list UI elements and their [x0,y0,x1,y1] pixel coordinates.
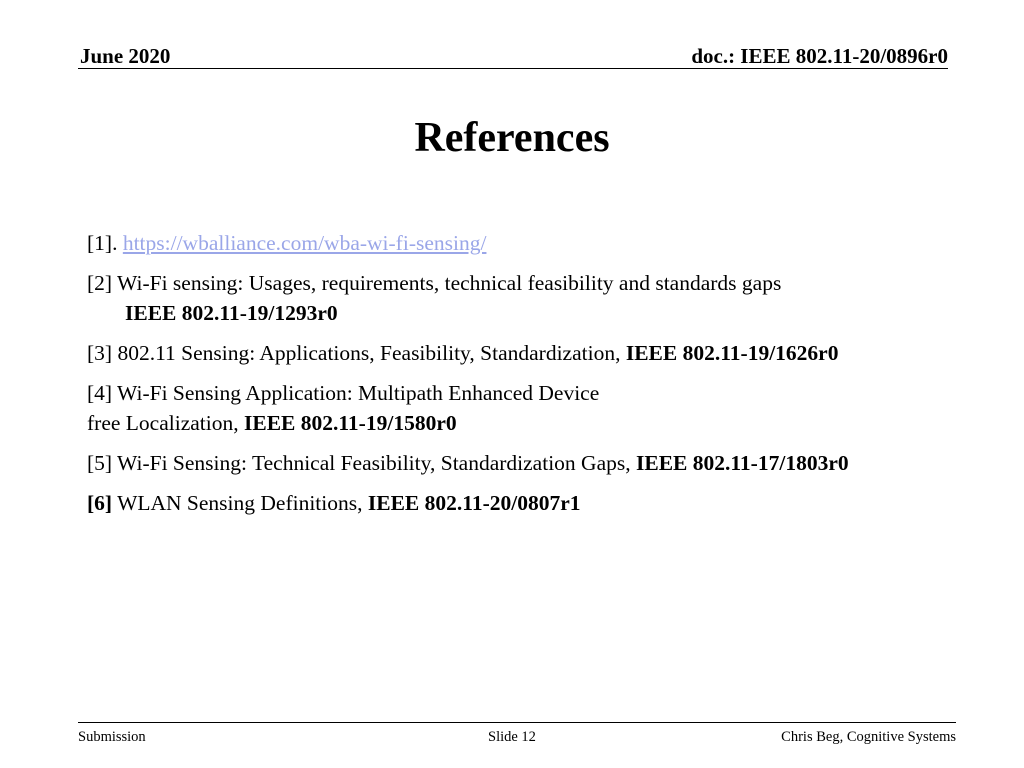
reference-2-text: [2] Wi-Fi sensing: Usages, requirements, technical feasibility and standards gaps [87,271,782,295]
reference-5 [87,448,937,478]
reference-2-doc: IEEE 802.11-19/1293r0 [125,301,338,325]
reference-1-link[interactable]: https://wballiance.com/wba-wi-fi-sensing/ [122,231,487,255]
reference-5-text: [5] Wi-Fi Sensing: Technical Feasibility, Standardization Gaps, [87,451,636,475]
slide-header [78,42,948,69]
reference-4-line1: [4] Wi-Fi Sensing Application: Multipath Enhanced Device [87,381,600,405]
slide-title: References [414,115,610,161]
reference-3-doc: IEEE 802.11-19/1626r0 [625,341,839,365]
reference-4 [87,378,937,438]
footer-submission: Submission [78,729,146,745]
reference-1-number: [1]. [87,231,123,255]
header-date: June 2020 [80,44,171,68]
reference-4-line2: free Localization, [87,411,244,435]
reference-3 [87,338,937,368]
reference-6-number: [6] [87,491,113,515]
slide-footer [78,722,956,751]
reference-list [87,228,937,528]
reference-3-text: [3] 802.11 Sensing: Applications, Feasibility, Standardization, [87,341,626,365]
reference-5-doc: IEEE 802.11-17/1803r0 [635,451,849,475]
footer-author: Chris Beg, Cognitive Systems [781,729,956,745]
header-doc-id: doc.: IEEE 802.11-20/0896r0 [691,44,948,68]
reference-6-text: WLAN Sensing Definitions, [112,491,368,515]
reference-6 [87,488,937,518]
reference-2 [87,268,937,328]
footer-slide-number: Slide 12 [488,729,536,745]
reference-6-doc: IEEE 802.11-20/0807r1 [367,491,581,515]
reference-1 [87,228,937,258]
reference-4-doc: IEEE 802.11-19/1580r0 [243,411,457,435]
